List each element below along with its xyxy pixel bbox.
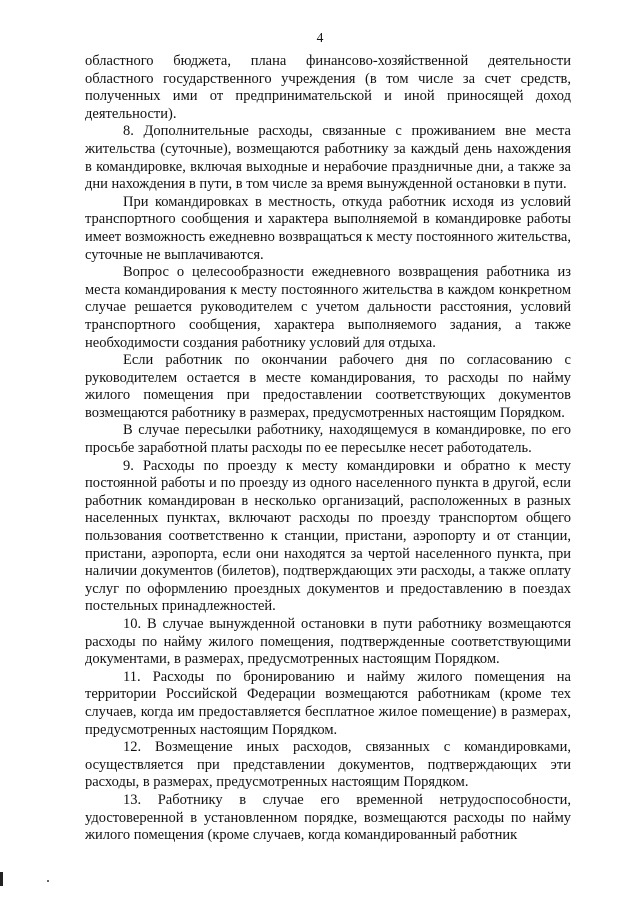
page-number: 4: [316, 30, 324, 45]
paragraph-continuation: областного бюджета, плана финансово-хозяйственной деятельности областного государственного учреждения (в том числе за счет средств, полученных ими от предпринимательской и иной приносящей доход деятельности).: [85, 53, 571, 122]
document-body: [85, 53, 571, 845]
paragraph-stay-after-work: Если работник по окончании рабочего дня по согласованию с руководителем остается в месте командирования, то расходы по найму жилого помещения при предоставлении соответствующих документов возмещаются работнику в размерах, предусмотренных настоящим Порядком.: [85, 352, 571, 421]
scan-dust-dot: [47, 880, 49, 882]
paragraph-item-9: 9. Расходы по проезду к месту командировки и обратно к месту постоянной работы и по проезду из одного населенного пункта в другой, если работник командирован в несколько организаций, расположенных в разных населенных пунктах, включают расходы по проезду транспортом общего пользования соответственно к станции, пристани, аэропорту и от станции, пристани, аэропорта, если они находятся за чертой населенного пункта, при наличии документов (билетов), подтверждающих эти расходы, а также оплату услуг по оформлению проездных документов и предоставлению в поездах постельных принадлежностей.: [85, 457, 571, 615]
paragraph-item-12: 12. Возмещение иных расходов, связанных с командировками, осуществляется при представлении документов, подтверждающих эти расходы, в размерах, предусмотренных настоящим Порядком.: [85, 739, 571, 791]
scan-edge-mark: [0, 872, 3, 886]
paragraph-daily-allowance-exception: При командировках в местность, откуда работник исходя из условий транспортного сообщения и характера выполняемой в командировке работы имеет возможность ежедневно возвращаться к месту постоянного жительства, суточные не выплачиваются.: [85, 193, 571, 263]
paragraph-return-decision: Вопрос о целесообразности ежедневного возвращения работника из места командирования к месту постоянного жительства в каждом конкретном случае решается руководителем с учетом дальности расстояния, условий транспортного сообщения, характера выполняемого задания, а также необходимости создания работнику условий для отдыха.: [85, 264, 571, 351]
paragraph-item-11: 11. Расходы по бронированию и найму жилого помещения на территории Российской Федерации возмещаются работникам (кроме тех случаев, когда им предоставляется бесплатное жилое помещение) в размерах, предусмотренных настоящим Порядком.: [85, 668, 571, 738]
paragraph-item-10: 10. В случае вынужденной остановки в пути работнику возмещаются расходы по найму жилого помещения, подтвержденные соответствующими документами, в размерах, предусмотренных настоящим Порядком.: [85, 616, 571, 668]
paragraph-item-13: 13. Работнику в случае его временной нетрудоспособности, удостоверенной в установленном порядке, возмещаются расходы по найму жилого помещения (кроме случаев, когда командированный работник: [85, 791, 571, 844]
paragraph-item-8: 8. Дополнительные расходы, связанные с проживанием вне места жительства (суточные), возмещаются работнику за каждый день нахождения в командировке, включая выходные и нерабочие праздничные дни, а также за дни нахождения в пути, в том числе за время вынужденной остановки в пути.: [85, 123, 571, 193]
paragraph-salary-forwarding: В случае пересылки работнику, находящемуся в командировке, по его просьбе заработной платы расходы по ее пересылке несет работодатель.: [85, 422, 571, 457]
